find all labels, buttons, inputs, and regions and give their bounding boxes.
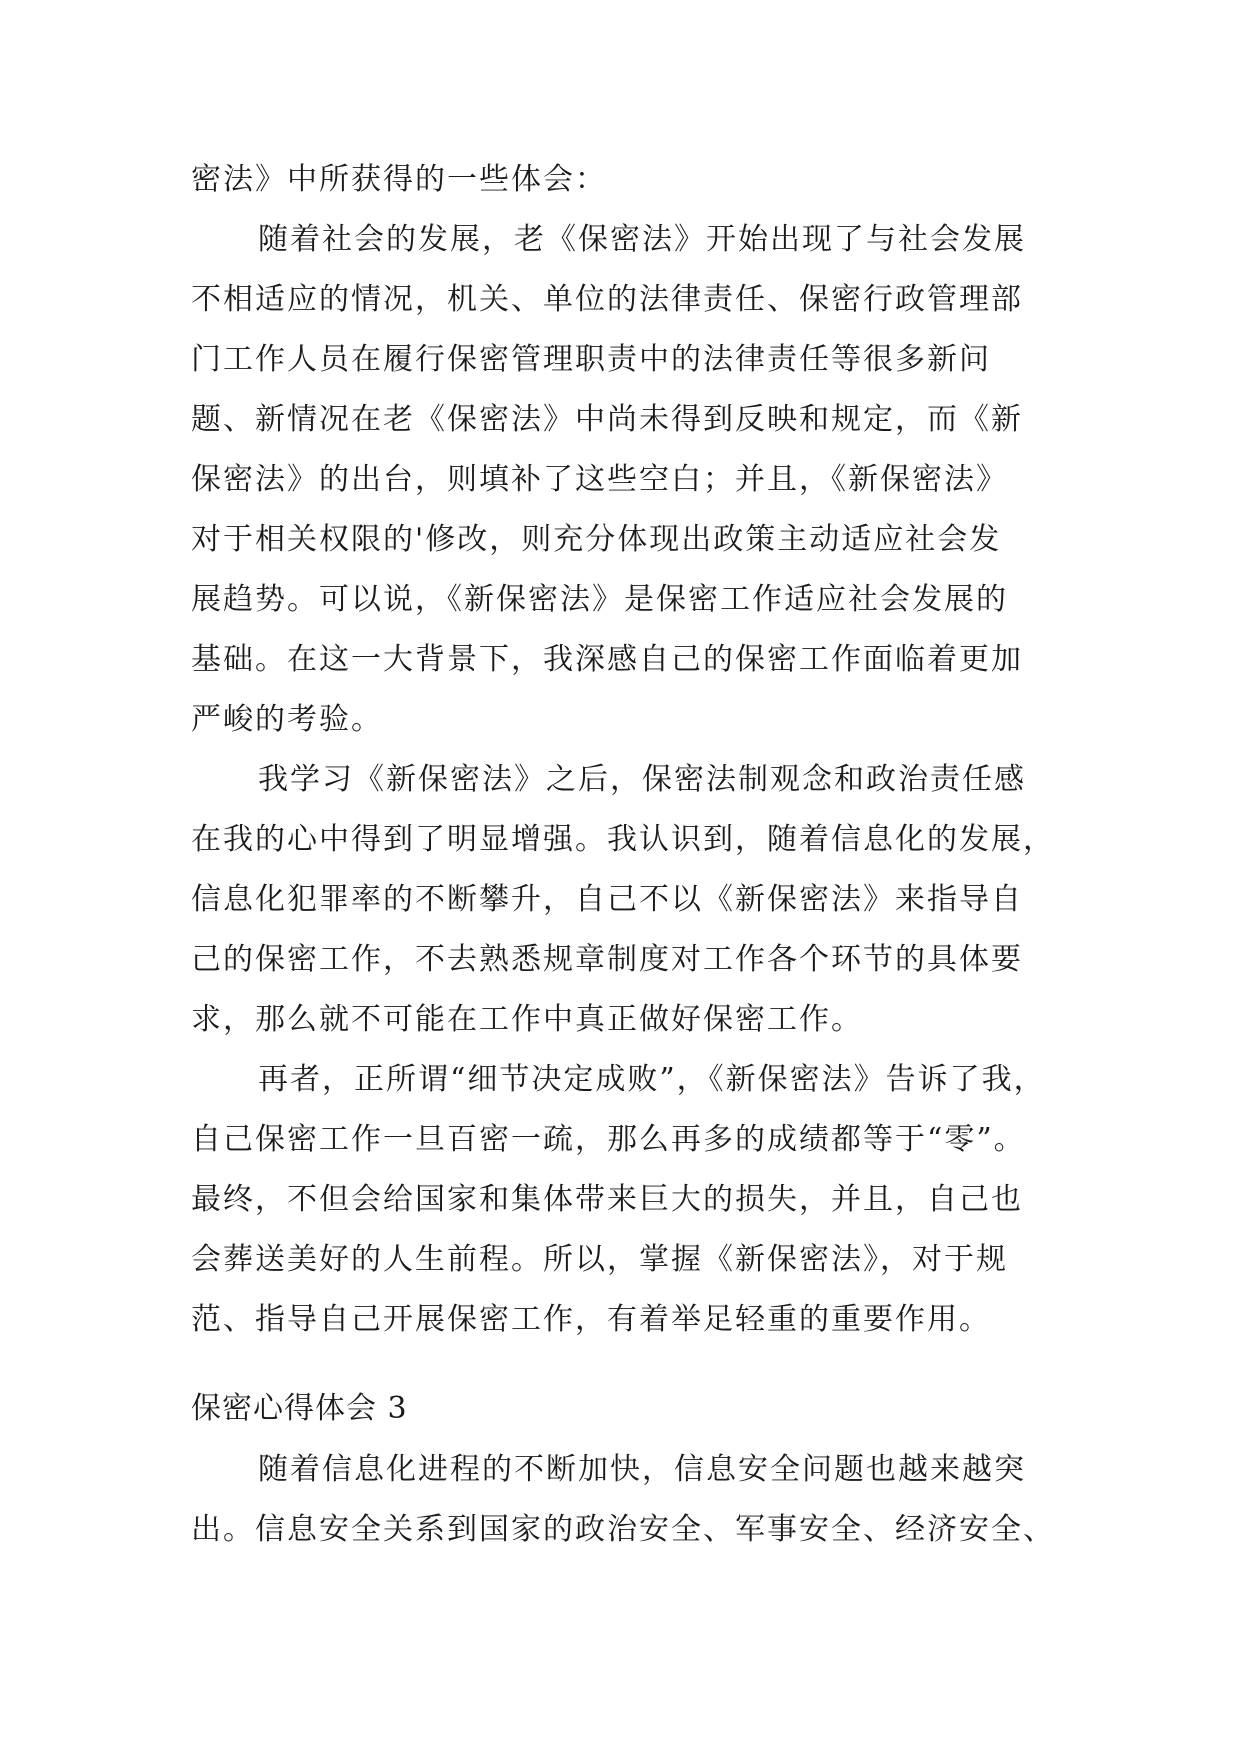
paragraph-first-line: 再者，正所谓“细节决定成败”，《新保密法》告诉了我， bbox=[258, 1062, 1046, 1097]
paragraph-first-line: 我学习《新保密法》之后，保密法制观念和政治责任感 bbox=[258, 762, 1026, 797]
paragraph-first-line: 随着社会的发展，老《保密法》开始出现了与社会发展 bbox=[258, 222, 1026, 257]
text-line: 展趋势。可以说，《新保密法》是保密工作适应社会发展的 bbox=[191, 582, 1008, 617]
text-line: 最终，不但会给国家和集体带来巨大的损失，并且，自己也 bbox=[191, 1182, 1023, 1217]
text-line: 范、指导自己开展保密工作，有着举足轻重的重要作用。 bbox=[191, 1302, 991, 1337]
section-1-body bbox=[191, 150, 1055, 1350]
section-2-body bbox=[191, 1440, 1055, 1560]
text-line: 自己保密工作一旦百密一疏，那么再多的成绩都等于“零”。 bbox=[191, 1122, 1026, 1157]
text-line: 不相适应的情况，机关、单位的法律责任、保密行政管理部 bbox=[191, 282, 1023, 317]
section-heading: 保密心得体会 3 bbox=[191, 1391, 408, 1426]
text-line: 密法》中所获得的一些体会： bbox=[191, 162, 607, 197]
text-line: 己的保密工作，不去熟悉规章制度对工作各个环节的具体要 bbox=[191, 942, 1023, 977]
text-line: 会葬送美好的人生前程。所以，掌握《新保密法》，对于规 bbox=[191, 1242, 1008, 1277]
text-line: 严峻的考验。 bbox=[191, 702, 383, 737]
text-line: 对于相关权限的'修改，则充分体现出政策主动适应社会发 bbox=[191, 522, 1002, 557]
text-line: 保密法》的出台，则填补了这些空白；并且，《新保密法》 bbox=[191, 462, 1008, 497]
text-line: 求，那么就不可能在工作中真正做好保密工作。 bbox=[191, 1002, 863, 1037]
text-line: 在我的心中得到了明显增强。我认识到，随着信息化的发展， bbox=[191, 822, 1055, 857]
text-line: 信息化犯罪率的不断攀升，自己不以《新保密法》来指导自 bbox=[191, 882, 1023, 917]
text-line: 基础。在这一大背景下，我深感自己的保密工作面临着更加 bbox=[191, 642, 1023, 677]
text-line: 出。信息安全关系到国家的政治安全、军事安全、经济安全、 bbox=[191, 1512, 1055, 1547]
text-line: 题、新情况在老《保密法》中尚未得到反映和规定，而《新 bbox=[191, 402, 1023, 437]
text-line: 门工作人员在履行保密管理职责中的法律责任等很多新问 bbox=[191, 342, 991, 377]
paragraph-first-line: 随着信息化进程的不断加快，信息安全问题也越来越突 bbox=[258, 1452, 1026, 1487]
